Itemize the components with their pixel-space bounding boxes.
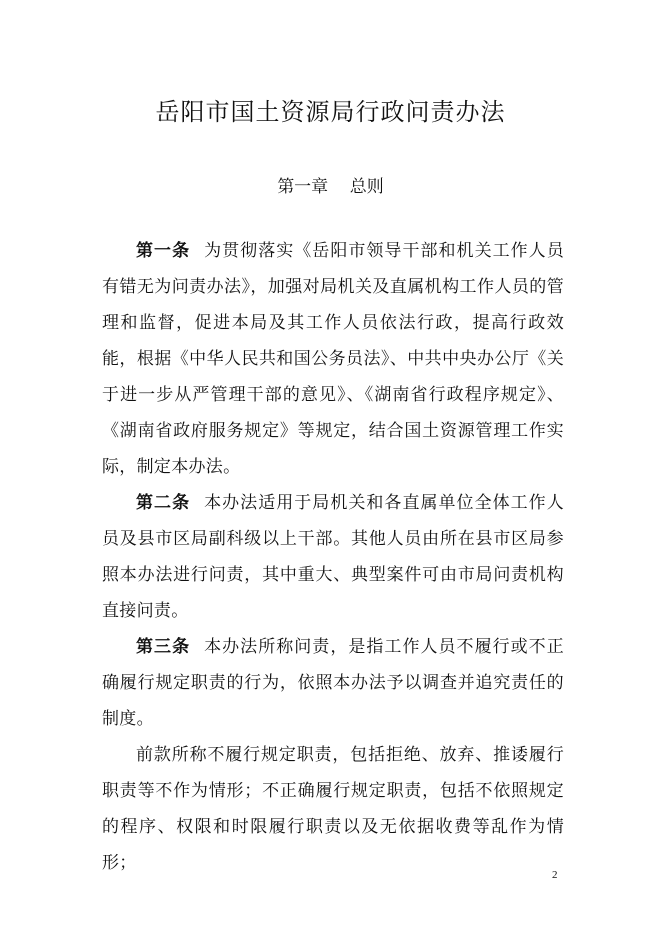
article-1-paragraph xyxy=(102,233,564,485)
article-3-text: 本办法所称问责，是指工作人员不履行或不正确履行规定职责的行为，依照本办法予以调查并追究责任的制度。 xyxy=(102,637,565,729)
article-3-paragraph xyxy=(102,629,564,737)
document-body xyxy=(102,233,564,881)
article-1-label: 第一条 xyxy=(136,241,191,261)
article-2-paragraph xyxy=(102,485,564,629)
article-2-label: 第二条 xyxy=(136,493,191,513)
chapter-heading: 第一章 总则 xyxy=(277,177,384,197)
page-number: 2 xyxy=(552,869,558,881)
article-3-continuation-paragraph xyxy=(102,737,564,881)
article-2-text: 本办法适用于局机关和各直属单位全体工作人员及县市区局副科级以上干部。其他人员由所在县市区局参照本办法进行问责，其中重大、典型案件可由市局问责机构直接问责。 xyxy=(102,493,565,621)
article-3-label: 第三条 xyxy=(136,637,191,657)
article-1-text: 为贯彻落实《岳阳市领导干部和机关工作人员有错无为问责办法》，加强对局机关及直属机构工作人员的管理和监督，促进本局及其工作人员依法行政，提高行政效能，根据《中华人民共和国公务员法》、中共中央办公厅《关于进一步从严管理干部的意见》、《湖南省行政程序规定》、《湖南省政府服务规定》等规定，结合国土资源管理工作实际，制定本办法。 xyxy=(102,241,565,477)
article-3-continuation-text: 前款所称不履行规定职责，包括拒绝、放弃、推诿履行职责等不作为情形；不正确履行规定职责，包括不依照规定的程序、权限和时限履行职责以及无依据收费等乱作为情形； xyxy=(102,745,564,873)
document-title: 岳阳市国土资源局行政问责办法 xyxy=(155,98,506,126)
